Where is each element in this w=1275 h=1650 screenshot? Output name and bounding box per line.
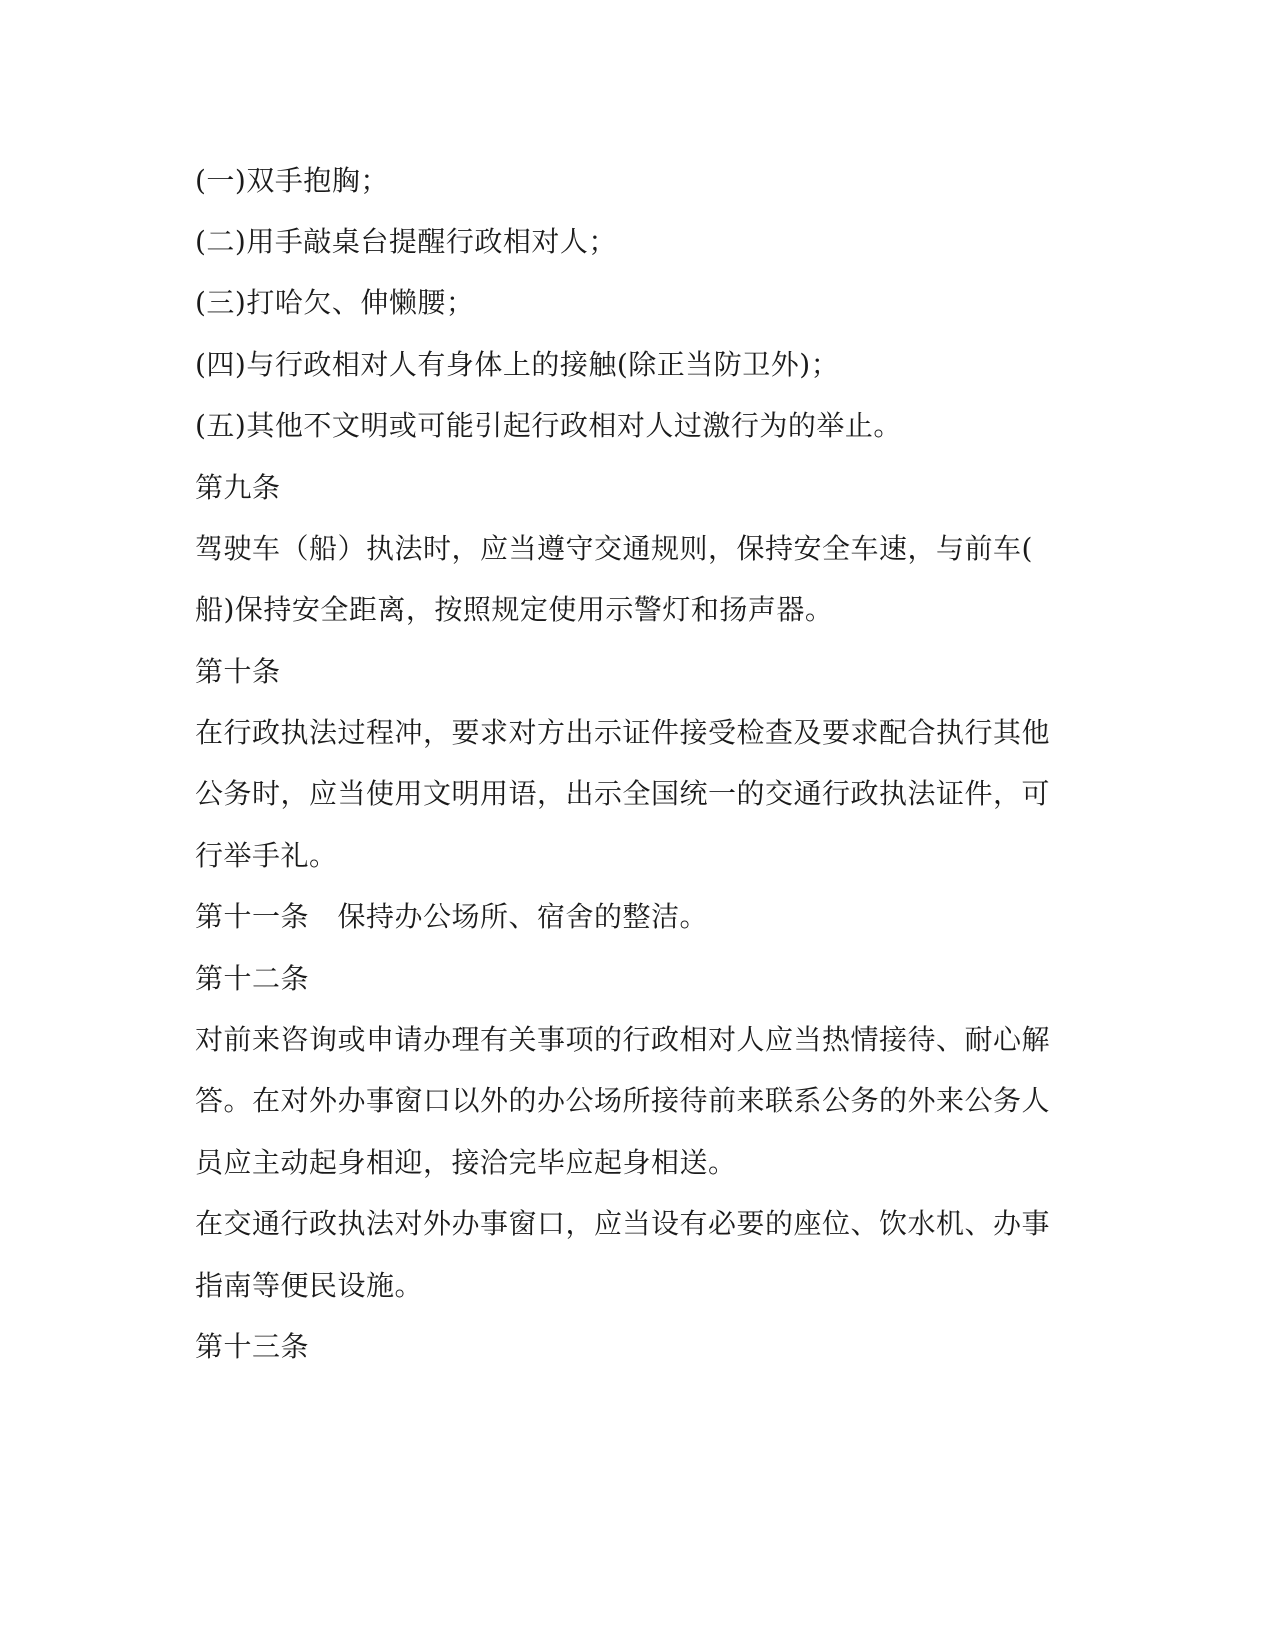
article-heading: 第十一条 保持办公场所、宿舍的整洁。 bbox=[195, 900, 709, 933]
paragraph-line: 行举手礼。 bbox=[195, 839, 338, 872]
list-item: (一)双手抱胸； bbox=[195, 164, 389, 197]
article-heading: 第九条 bbox=[195, 471, 281, 504]
paragraph-line: 员应主动起身相迎，接洽完毕应起身相送。 bbox=[195, 1146, 737, 1179]
paragraph-line: 驾驶车（船）执法时，应当遵守交通规则，保持安全车速，与前车( bbox=[195, 532, 1033, 565]
list-item: (四)与行政相对人有身体上的接触(除正当防卫外)； bbox=[195, 348, 840, 381]
article-heading: 第十条 bbox=[195, 655, 281, 688]
article-heading: 第十三条 bbox=[195, 1330, 310, 1363]
paragraph-line: 在交通行政执法对外办事窗口，应当设有必要的座位、饮水机、办事 bbox=[195, 1207, 1051, 1240]
paragraph-line: 答。在对外办事窗口以外的办公场所接待前来联系公务的外来公务人 bbox=[195, 1084, 1051, 1117]
article-heading: 第十二条 bbox=[195, 962, 310, 995]
paragraph-line: 在行政执法过程冲，要求对方出示证件接受检查及要求配合执行其他 bbox=[195, 716, 1051, 749]
paragraph-line: 指南等便民设施。 bbox=[195, 1269, 424, 1302]
list-item: (二)用手敲桌台提醒行政相对人； bbox=[195, 225, 617, 258]
paragraph-line: 对前来咨询或申请办理有关事项的行政相对人应当热情接待、耐心解 bbox=[195, 1023, 1051, 1056]
paragraph-line: 船)保持安全距离，按照规定使用示警灯和扬声器。 bbox=[195, 593, 834, 626]
list-item: (五)其他不文明或可能引起行政相对人过激行为的举止。 bbox=[195, 409, 902, 442]
paragraph-line: 公务时，应当使用文明用语，出示全国统一的交通行政执法证件，可 bbox=[195, 777, 1051, 810]
list-item: (三)打哈欠、伸懒腰； bbox=[195, 286, 475, 319]
